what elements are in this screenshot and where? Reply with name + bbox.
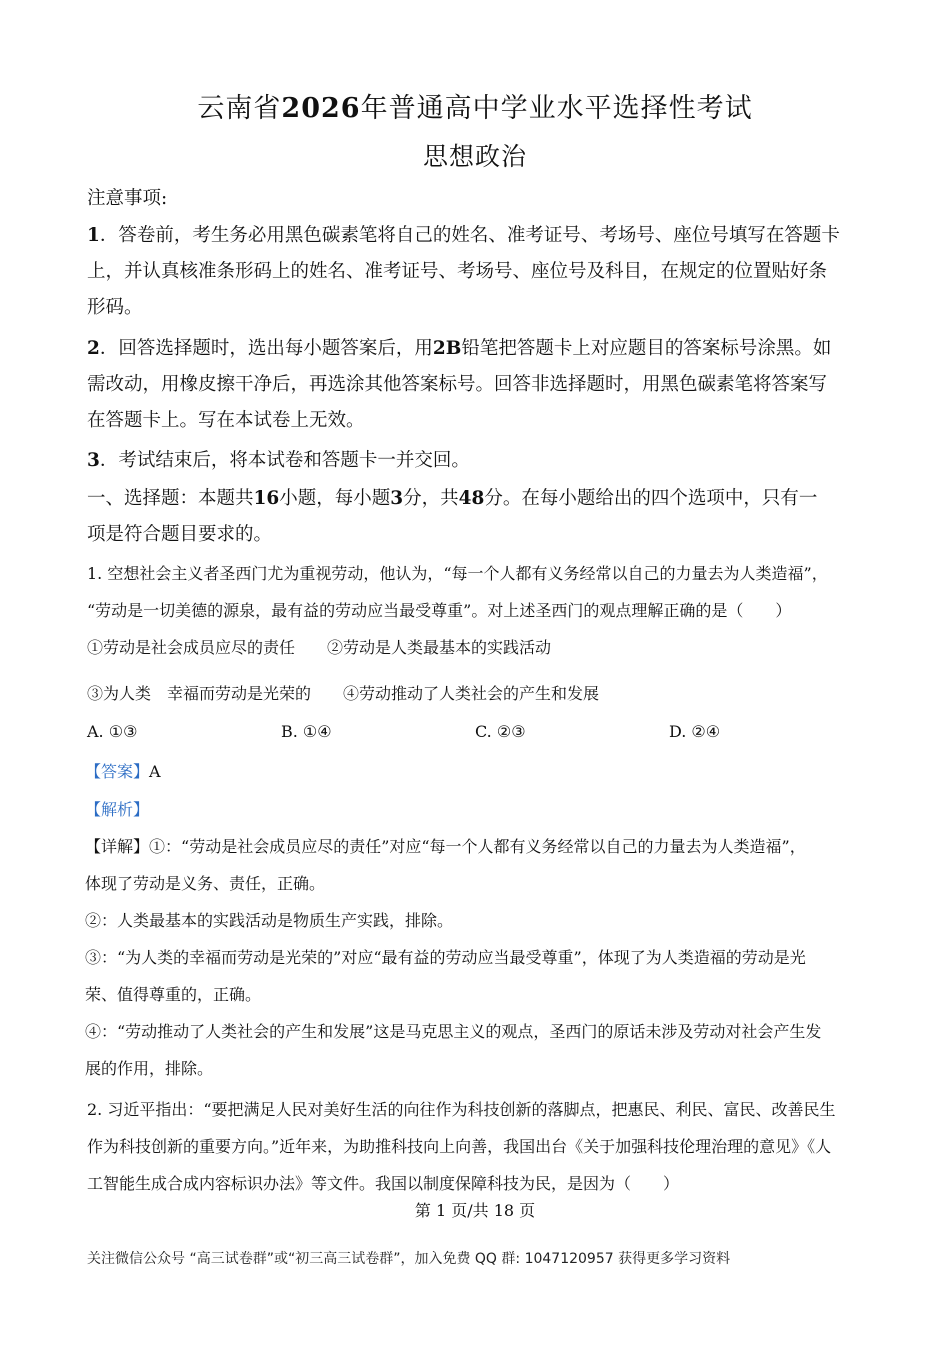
detail-line: 荣、值得尊重的，正确。	[85, 985, 262, 1004]
option-b: B. ①④	[281, 722, 332, 741]
question-2-stem	[87, 1091, 863, 1202]
analysis-label-text: 【解析】	[85, 800, 150, 819]
exam-title	[0, 86, 950, 125]
section-number: 16	[253, 488, 280, 509]
option-d: D. ②④	[669, 722, 721, 741]
pencil-grade: 2B	[432, 338, 462, 359]
stem-line: “劳动是一切美德的源泉，最有益的劳动应当最受尊重”。对上述圣西门的观点理解正确的是（ ）	[87, 601, 792, 620]
question-1-stem	[87, 555, 863, 629]
stem-line: 1. 空想社会主义者圣西门尤为重视劳动，他认为，“每一个人都有义务经常以自己的力量去为人类造福”，	[87, 564, 828, 583]
stem-line: 工智能生成合成内容标识办法》等文件。我国以制度保障科技为民，是因为（ ）	[87, 1174, 680, 1193]
section-number: 3	[390, 488, 404, 509]
item-number: 1	[87, 225, 100, 246]
title-part: 年普通高中学业水平选择性考试	[360, 93, 753, 124]
section-text: 项是符合题目要求的。	[87, 524, 273, 545]
analysis-label	[85, 791, 861, 828]
detail-line: 体现了劳动是义务、责任，正确。	[85, 874, 326, 893]
title-part: 云南省	[197, 93, 282, 124]
footer-ad: 关注微信公众号 “高三试卷群”或“初三高三试卷群”，加入免费 QQ 群: 1047120957 获得更多学习资料	[87, 1251, 731, 1267]
statement-line: ③为人类 幸福而劳动是光荣的 ④劳动推动了人类社会的产生和发展	[87, 684, 600, 703]
stem-line: 2. 习近平指出：“要把满足人民对美好生活的向往作为科技创新的落脚点，把惠民、利民、富民、改善民生	[87, 1100, 836, 1119]
notice-item-2	[87, 331, 863, 439]
detail-line: ③：“为人类的幸福而劳动是光荣的”对应“最有益的劳动应当最受尊重”，体现了为人类造福的劳动是光	[85, 948, 806, 967]
notice-line: 在答题卡上。写在本试卷上无效。	[87, 410, 365, 431]
notice-item-3	[87, 443, 863, 479]
answer-line	[85, 753, 861, 790]
answer-value: A	[149, 762, 161, 781]
notice-line: 上，并认真核准条形码上的姓名、准考证号、考场号、座位号及科目，在规定的位置贴好条	[87, 261, 828, 282]
detail-line: ②：人类最基本的实践活动是物质生产实践，排除。	[85, 911, 454, 930]
section-text: 分。在每小题给出的四个选项中，只有一	[484, 488, 818, 509]
section-heading	[87, 481, 863, 553]
item-number: 2	[87, 338, 100, 359]
notice-line: 需改动，用橡皮擦干净后，再选涂其他答案标号。回答非选择题时，用黑色碳素笔将答案写	[87, 374, 828, 395]
title-year: 2026	[281, 93, 361, 124]
option-c: C. ②③	[475, 722, 526, 741]
notice-item-1	[87, 218, 863, 326]
page-number: 第 1 页/共 18 页	[414, 1201, 536, 1220]
option-a: A. ①③	[87, 722, 138, 741]
notice-line: ．答卷前，考生务必用黑色碳素笔将自己的姓名、准考证号、考场号、座位号填写在答题卡	[99, 225, 840, 246]
detail-block	[85, 828, 861, 1087]
detail-label: 【详解】	[85, 837, 150, 856]
notice-heading: 注意事项:	[87, 188, 168, 209]
section-number: 48	[458, 488, 485, 509]
detail-line: ①：“劳动是社会成员应尽的责任”对应“每一个人都有义务经常以自己的力量去为人类造福”，	[149, 837, 806, 856]
section-text: 小题，每小题	[279, 488, 391, 509]
notice-line: 形码。	[87, 297, 143, 318]
notice-line: ．考试结束后，将本试卷和答题卡一并交回。	[99, 450, 470, 471]
notice-line: 铅笔把答题卡上对应题目的答案标号涂黑。如	[461, 338, 832, 359]
question-1-items-2	[87, 675, 863, 712]
section-text: 分，共	[403, 488, 459, 509]
question-1-items	[87, 629, 863, 666]
section-text: 一、选择题：本题共	[87, 488, 254, 509]
item-number: 3	[87, 450, 100, 471]
subject-title: 思想政治	[422, 142, 527, 171]
detail-line: 展的作用，排除。	[85, 1059, 214, 1078]
stem-line: 作为科技创新的重要方向。”近年来，为助推科技向上向善，我国出台《关于加强科技伦理治理的意见》《人	[87, 1137, 832, 1156]
statement-line: ①劳动是社会成员应尽的责任 ②劳动是人类最基本的实践活动	[87, 638, 552, 657]
notice-line: ．回答选择题时，选出每小题答案后，用	[99, 338, 433, 359]
detail-line: ④：“劳动推动了人类社会的产生和发展”这是马克思主义的观点，圣西门的原话未涉及劳动对社会产生发	[85, 1022, 822, 1041]
answer-label: 【答案】	[85, 762, 150, 781]
